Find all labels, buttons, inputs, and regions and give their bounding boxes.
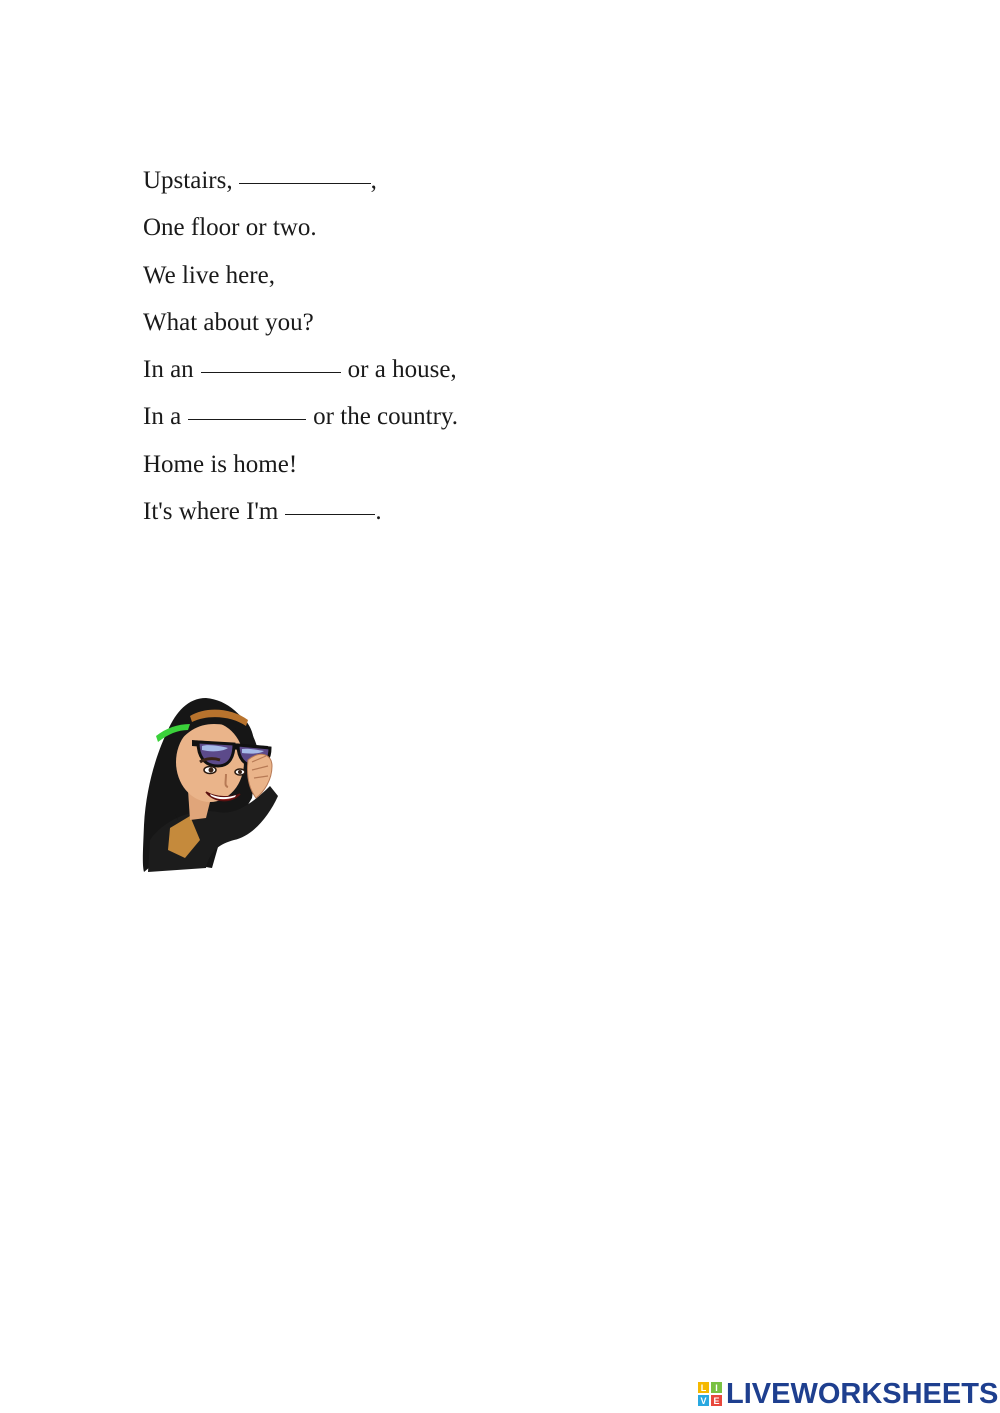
brand-name: LIVEWORKSHEETS: [726, 1378, 999, 1410]
poem-line-7-text: Home is home!: [143, 450, 298, 478]
poem-line-4: [143, 308, 458, 338]
poem-line-3: [143, 261, 458, 291]
bitmoji-avatar-icon: [140, 690, 280, 875]
poem-line-8: [143, 497, 458, 527]
poem-line-8-suffix: .: [375, 498, 382, 526]
poem-line-5-text: In an: [143, 356, 194, 384]
liveworksheets-brand[interactable]: [697, 1377, 998, 1411]
liveworksheets-logo-icon: [697, 1381, 723, 1407]
poem-line-1: [143, 166, 458, 196]
poem-line-1-suffix: ,: [370, 167, 377, 194]
poem-line-5: [143, 355, 458, 385]
poem-line-2-text: One floor or two.: [143, 214, 317, 242]
logo-letter-e: E: [713, 1396, 720, 1406]
poem-line-1-text: Upstairs,: [143, 167, 233, 194]
poem-line-2: [143, 213, 458, 243]
poem-line-3-text: We live here,: [143, 261, 275, 289]
logo-letter-i: I: [715, 1383, 718, 1393]
poem-line-7: [143, 450, 458, 480]
blank-answer-1[interactable]: [239, 182, 371, 184]
poem-line-4-text: What about you?: [143, 308, 314, 336]
logo-letter-l: L: [700, 1383, 707, 1393]
poem-line-6-text: In a: [143, 403, 182, 431]
poem-line-6: [143, 402, 458, 432]
logo-letter-v: V: [700, 1396, 707, 1406]
poem-line-8-text: It's where I'm: [143, 498, 279, 526]
poem: [143, 166, 458, 544]
blank-answer-4[interactable]: [285, 513, 375, 515]
blank-answer-3[interactable]: [188, 418, 306, 420]
blank-answer-2[interactable]: [201, 371, 341, 373]
poem-line-6-suffix: or the country.: [313, 403, 459, 431]
poem-line-5-suffix: or a house,: [347, 356, 457, 384]
